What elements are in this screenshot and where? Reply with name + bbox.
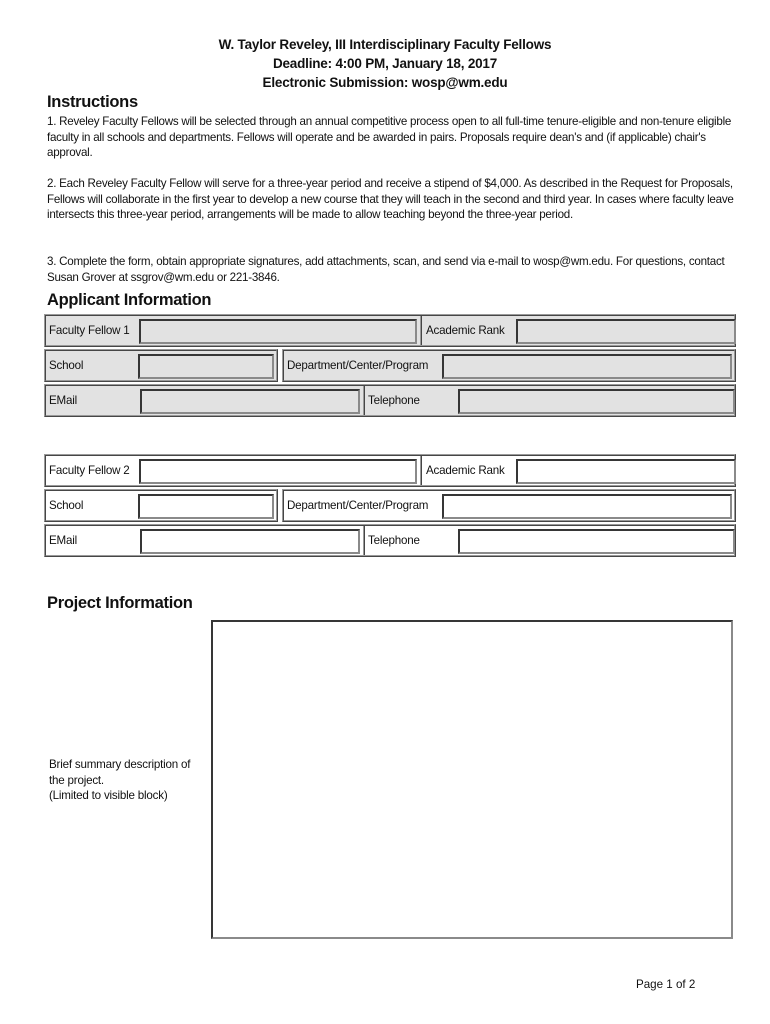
fellow1-rank-cell: [420, 316, 734, 345]
fellow2-school-label: School: [49, 499, 84, 512]
fellow1-rank-field[interactable]: [516, 319, 736, 344]
fellow2-email-field[interactable]: [140, 529, 360, 554]
project-summary-field[interactable]: [211, 620, 733, 939]
fellow1-name-field[interactable]: [139, 319, 417, 344]
fellow1-dept-row: [282, 349, 736, 382]
submission-email: Electronic Submission: wosp@wm.edu: [262, 75, 508, 90]
fellow2-email-row: [44, 524, 736, 557]
fellow1-email-label: EMail: [49, 394, 77, 407]
fellow1-school-label: School: [49, 359, 84, 372]
fellow1-phone-label: Telephone: [368, 394, 420, 407]
fellow2-school-field[interactable]: [138, 494, 274, 519]
form-header: [0, 35, 770, 92]
fellow1-school-row: [44, 349, 278, 382]
fellow2-phone-field[interactable]: [458, 529, 735, 554]
fellow1-phone-cell: [363, 386, 734, 415]
deadline: Deadline: 4:00 PM, January 18, 2017: [272, 56, 498, 71]
fellow2-school-row: [44, 489, 278, 522]
fellow2-rank-field[interactable]: [516, 459, 736, 484]
fellow1-email-row: [44, 384, 736, 417]
fellow2-name-label: Faculty Fellow 2: [49, 464, 130, 477]
fellow2-dept-field[interactable]: [442, 494, 732, 519]
instruction-2: 2. Each Reveley Faculty Fellow will serve for a three-year period and receive a stipend of $4,000. As described in the Request for Proposals, Fellows will collaborate in the first year to develop a new course that they will teach in the second and third year. In cases where faculty leave intersects this three-year period, arrangements will be made to allow teaching beyond the three-year period.: [47, 177, 734, 221]
fellow1-dept-field[interactable]: [442, 354, 732, 379]
fellow1-name-label: Faculty Fellow 1: [49, 324, 130, 337]
project-heading: Project Information: [47, 594, 193, 612]
fellow1-name-row: [44, 314, 736, 347]
fellow2-rank-label: Academic Rank: [426, 464, 505, 477]
project-summary-label: Brief summary description of the project. (Limited to visible block): [49, 758, 191, 802]
fellow2-email-label: EMail: [49, 534, 77, 547]
fellow1-school-field[interactable]: [138, 354, 274, 379]
fellow2-phone-label: Telephone: [368, 534, 420, 547]
fellow2-name-field[interactable]: [139, 459, 417, 484]
fellow2-name-row: [44, 454, 736, 487]
fellow1-dept-label: Department/Center/Program: [287, 359, 429, 372]
instruction-3: 3. Complete the form, obtain appropriate signatures, add attachments, scan, and send via e-mail to wosp@wm.edu. For questions, contact Susan Grover at ssgrov@wm.edu or 221-3846.: [47, 255, 725, 284]
fellow1-phone-field[interactable]: [458, 389, 735, 414]
fellow2-dept-row: [282, 489, 736, 522]
fellow1-rank-label: Academic Rank: [426, 324, 505, 337]
instructions-heading: Instructions: [47, 93, 138, 111]
applicant-heading: Applicant Information: [47, 291, 212, 309]
fellow2-rank-cell: [420, 456, 734, 485]
instruction-1: 1. Reveley Faculty Fellows will be selected through an annual competitive process open to all full-time tenure-eligible and non-tenure eligible faculty in all schools and departments. Fellows will operate and be awarded in pairs. Proposals require dean's and (if applicable) chair's approval.: [47, 115, 732, 159]
form-title: W. Taylor Reveley, III Interdisciplinary Faculty Fellows: [218, 37, 552, 52]
fellow2-phone-cell: [363, 526, 734, 555]
fellow2-dept-label: Department/Center/Program: [287, 499, 429, 512]
fellow1-email-field[interactable]: [140, 389, 360, 414]
page-number: Page 1 of 2: [636, 978, 696, 991]
